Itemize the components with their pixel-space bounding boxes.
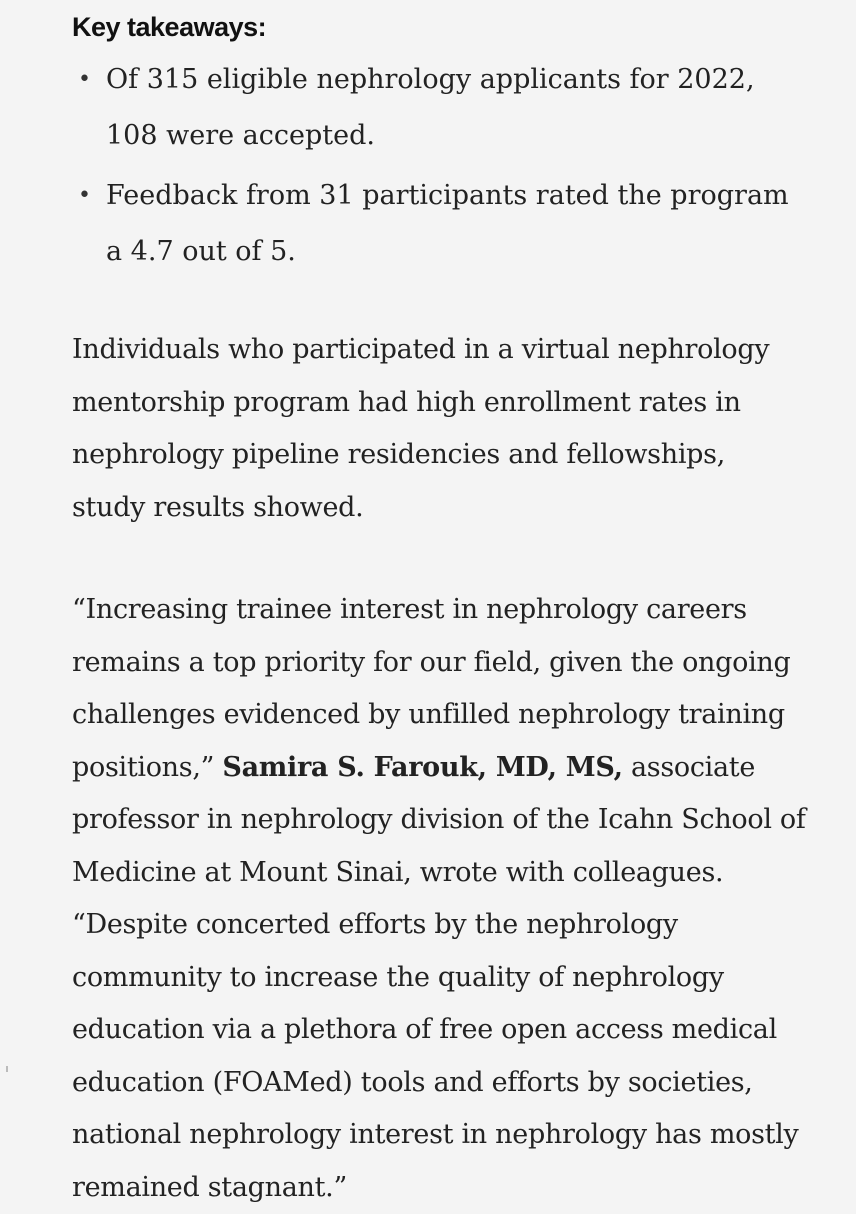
page-edge-mark (6, 1066, 8, 1072)
bullet-icon: • (78, 67, 91, 92)
key-takeaways-heading: Key takeaways: (72, 12, 267, 42)
takeaway-text: Of 315 eligible nephrology applicants for 2022, 108 were accepted. (106, 64, 755, 151)
takeaway-item (72, 168, 812, 280)
key-takeaways-list (72, 52, 812, 284)
quote-continuation: associate professor in nephrology division of the Icahn School of Medicine at Mount Sinai, wrote with colleagues. “Despite concerted efforts by the nephrology community to increase the quality of nephrology education via a plethora of free open access medical education (FOAMed) tools and efforts by societies, national nephrology interest in nephrology has mostly remained stagnant.” (72, 751, 806, 1203)
author-name: Samira S. Farouk, MD, MS, (222, 751, 623, 783)
intro-paragraph: Individuals who participated in a virtual nephrology mentorship program had high enrollment rates in nephrology pipeline residencies and fellowships, study results showed. (72, 334, 770, 523)
takeaway-item (72, 52, 812, 164)
quote-paragraph (72, 584, 824, 1214)
quote-start: “Increasing trainee interest in nephrology careers remains a top priority for our field, given the ongoing challenges evidenced by unfilled nephrology training positions,” (72, 594, 791, 783)
bullet-icon: • (78, 183, 91, 208)
takeaway-text: Feedback from 31 participants rated the program a 4.7 out of 5. (106, 180, 789, 267)
